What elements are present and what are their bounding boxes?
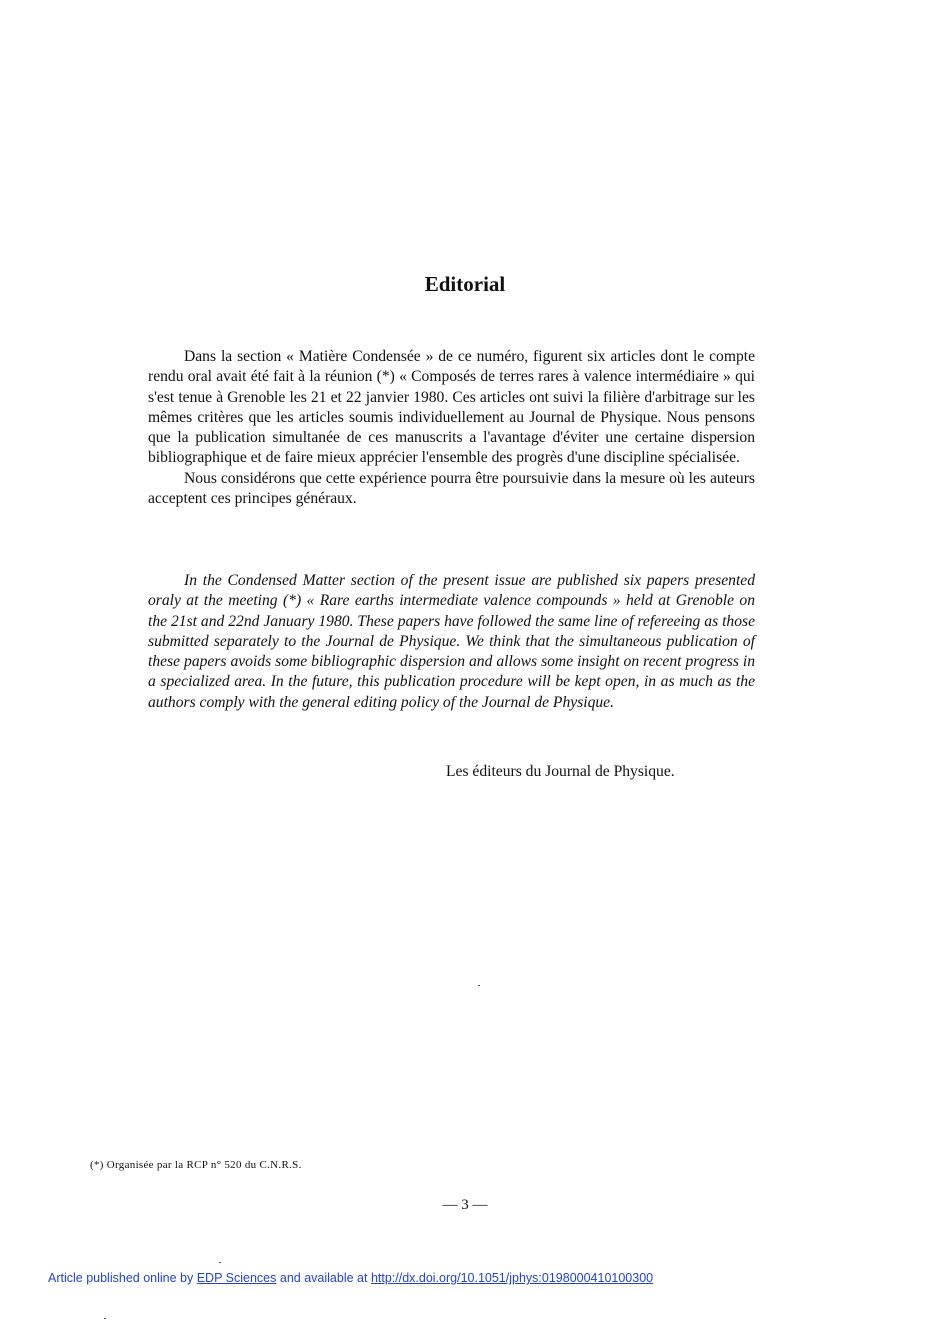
french-section <box>148 347 755 509</box>
page-number: — 3 — <box>442 1197 488 1213</box>
doi-link[interactable]: http://dx.doi.org/10.1051/jphys:0198000410100300 <box>370 1271 654 1285</box>
signature: Les éditeurs du Journal de Physique. <box>446 763 675 780</box>
footer-middle: and available at <box>279 1271 368 1285</box>
french-paragraph-2: Nous considérons que cette expérience pourra être poursuivie dans la mesure où les auteurs acceptent ces principes généraux. <box>148 469 755 508</box>
speck-mark <box>478 985 480 986</box>
english-paragraph-1: In the Condensed Matter section of the present issue are published six papers presented oraly at the meeting (*) « Rare earths intermediate valence compounds » held at Grenoble on the 21st and 22nd January 1980. These papers have followed the same line of refereeing as those submitted separately to the Journal de Physique. We think that the simultaneous publication of these papers avoids some bibliographic dispersion and allows some insight on recent progress in a specialized area. In the future, this publication procedure will be kept open, in as much as the authors comply with the general editing policy of the Journal de Physique. <box>148 572 755 711</box>
speck-mark <box>104 1318 106 1319</box>
publisher-link[interactable]: EDP Sciences <box>196 1271 277 1285</box>
publication-footer <box>48 1271 653 1285</box>
speck-mark <box>219 1262 221 1263</box>
page-title: Editorial <box>424 272 506 296</box>
english-section <box>148 571 755 713</box>
footnote: (*) Organisée par la RCP n° 520 du C.N.R.S. <box>90 1159 302 1171</box>
french-paragraph-1: Dans la section « Matière Condensée » de ce numéro, figurent six articles dont le compte rendu oral avait été fait à la réunion (*) « Composés de terres rares à valence intermédiaire » qui s'est tenue à Grenoble les 21 et 22 janvier 1980. Ces articles ont suivi la filière d'arbitrage sur les mêmes critères que les articles soumis individuellement au Journal de Physique. Nous pensons que la publication simultanée de ces manuscrits a l'avantage d'éviter une certaine dispersion bibliographique et de faire mieux apprécier l'ensemble des progrès d'une discipline spécialisée. <box>148 348 755 467</box>
footer-prefix: Article published online by <box>48 1271 194 1285</box>
